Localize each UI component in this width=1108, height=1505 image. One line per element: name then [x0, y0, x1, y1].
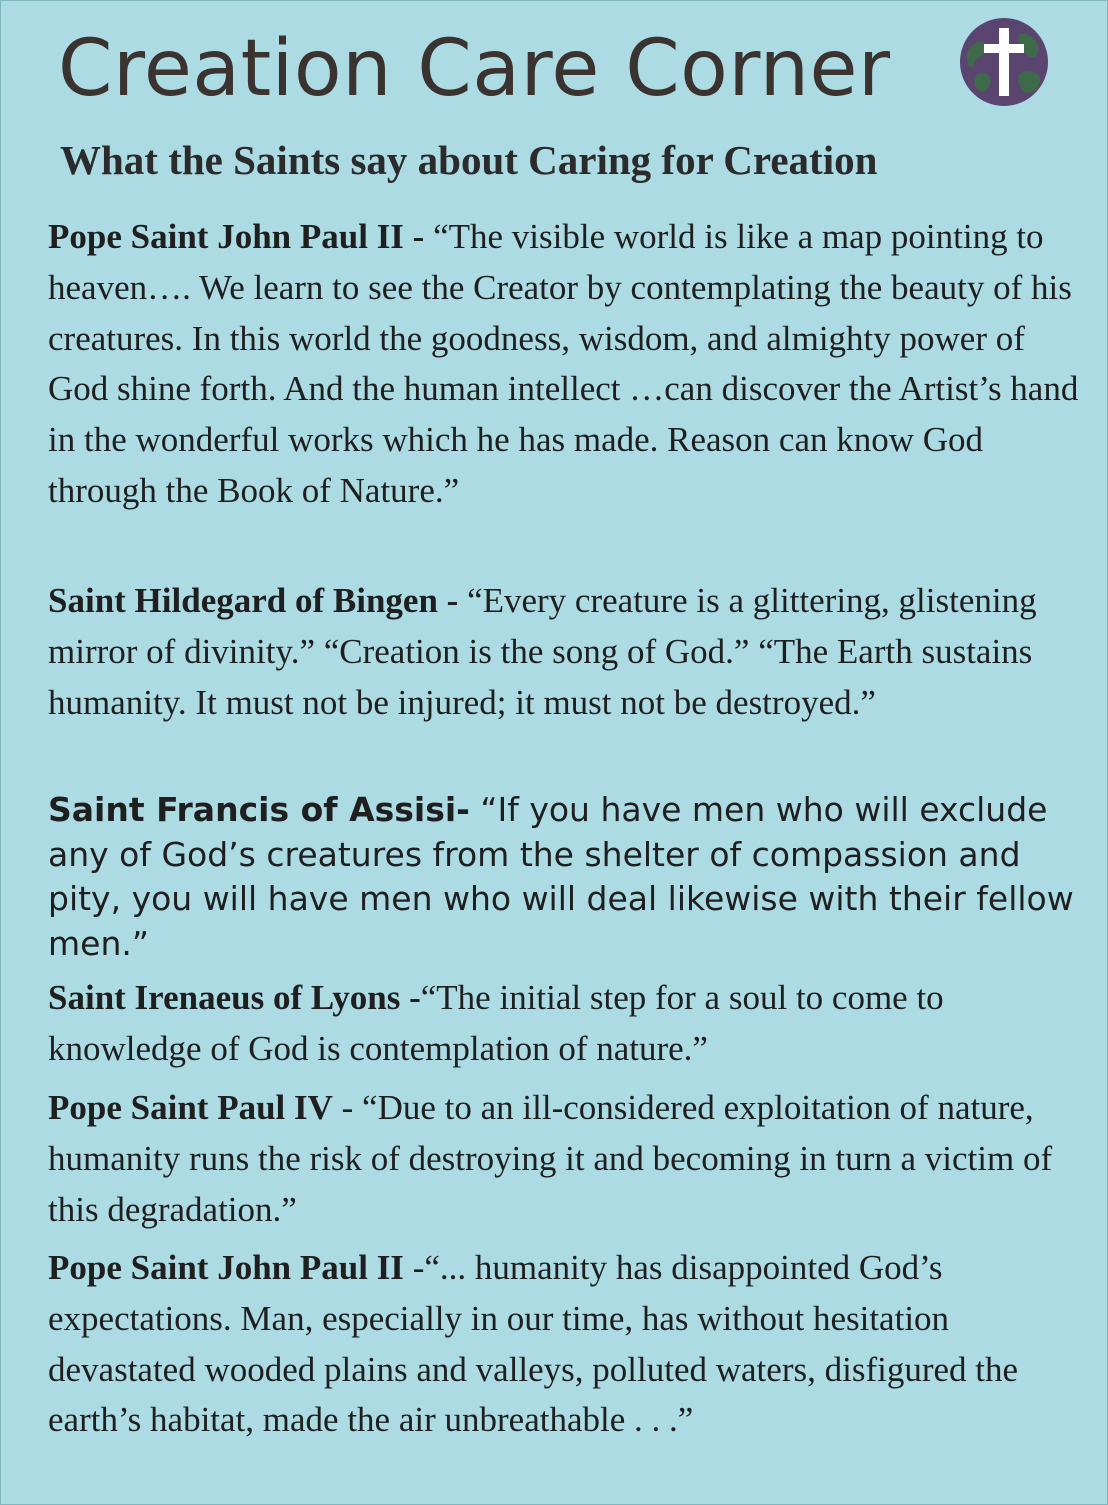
- quote-text: “If you have men who will exclude any of God’s creatures from the shelter of compassion and pity, you will have men who will deal likewise with their fellow men.”: [48, 790, 1074, 963]
- quote-text: “The visible world is like a map pointing to heaven…. We learn to see the Creator by contemplating the beauty of his creatures. In this world the goodness, wisdom, and almighty power of God shine forth. And the human intellect …can discover the Artist’s hand in the wonderful works which he has made. Reason can know God through the Book of Nature.”: [48, 217, 1079, 510]
- quote-text: -“... humanity has disappointed God’s expectations. Man, especially in our time, has without hesitation devastated wooded plains and valleys, polluted waters, disfigured the earth’s habitat, made the air unbreathable . . .”: [48, 1248, 1019, 1440]
- quote-john-paul-ii-1: [48, 212, 1088, 517]
- quote-francis: [48, 788, 1088, 966]
- quote-text: - “Due to an ill-considered exploitation of nature, humanity runs the risk of destroying it and becoming in turn a victim of this degradation.”: [48, 1088, 1053, 1229]
- quote-paul-iv: [48, 1083, 1088, 1235]
- saint-name: Saint Irenaeus of Lyons -: [48, 978, 421, 1017]
- masthead: [58, 14, 891, 124]
- saint-name: Saint Hildegard of Bingen -: [48, 581, 459, 620]
- quote-text: “The initial step for a soul to come to knowledge of God is contemplation of nature.”: [48, 978, 944, 1068]
- page-subtitle: What the Saints say about Caring for Creation: [60, 137, 878, 183]
- quote-hildegard: [48, 576, 1088, 728]
- globe-cross-icon: [958, 16, 1050, 108]
- saint-name: Pope Saint John Paul II -: [48, 217, 425, 256]
- quote-text: “Every creature is a glittering, glistening mirror of divinity.” “Creation is the song of God.” “The Earth sustains humanity. It must not be injured; it must not be destroyed.”: [48, 581, 1037, 722]
- quote-irenaeus: [48, 973, 1088, 1075]
- saint-name: Saint Francis of Assisi-: [48, 790, 470, 829]
- saint-name: Pope Saint Paul IV: [48, 1088, 333, 1127]
- masthead-title: Creation Care Corner: [58, 24, 891, 114]
- quote-john-paul-ii-2: [48, 1243, 1088, 1446]
- saint-name: Pope Saint John Paul II: [48, 1248, 404, 1287]
